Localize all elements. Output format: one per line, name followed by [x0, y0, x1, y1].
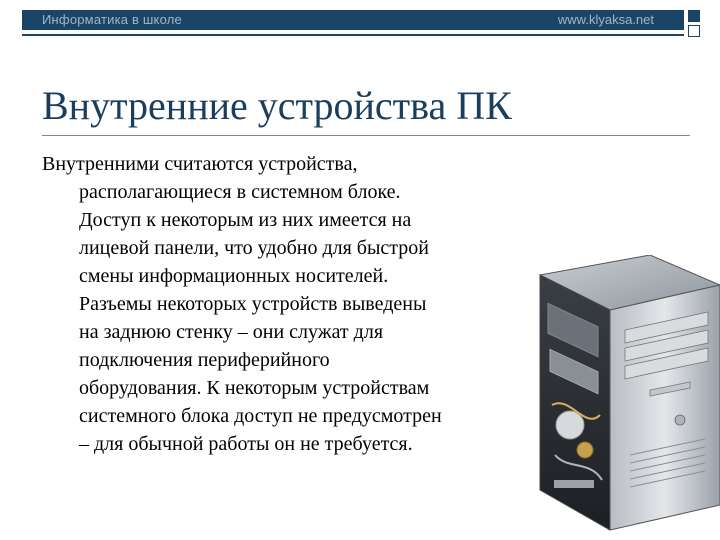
body-line: на заднюю стенку – они служат для: [79, 321, 384, 343]
body-line: Внутренними считаются устройства,: [42, 153, 358, 175]
body-line: системного блока доступ не предусмотрен: [79, 405, 442, 427]
body-line: подключения периферийного: [79, 349, 330, 371]
decorative-squares: [688, 10, 702, 40]
body-line: смены информационных носителей.: [79, 265, 389, 287]
square-empty: [688, 25, 700, 37]
site-name: Информатика в школе: [42, 12, 182, 27]
body-line: Доступ к некоторым из них имеется на: [79, 209, 412, 231]
slide-body: [42, 150, 532, 458]
body-line: лицевой панели, что удобно для быстрой: [79, 237, 429, 259]
header-bar: [22, 10, 684, 30]
square-filled: [688, 10, 700, 22]
pc-system-unit-icon: [530, 255, 720, 535]
body-line: оборудования. К некоторым устройствам: [79, 377, 430, 399]
body-line: Разъемы некоторых устройств выведены: [79, 293, 427, 315]
header-underline: [22, 34, 684, 36]
slide-title: Внутренние устройства ПК: [42, 83, 512, 128]
body-line: располагающиеся в системном блоке.: [79, 181, 401, 203]
title-divider: [42, 135, 690, 136]
body-line: – для обычной работы он не требуется.: [79, 433, 413, 455]
site-url: www.klyaksa.net: [557, 12, 654, 27]
